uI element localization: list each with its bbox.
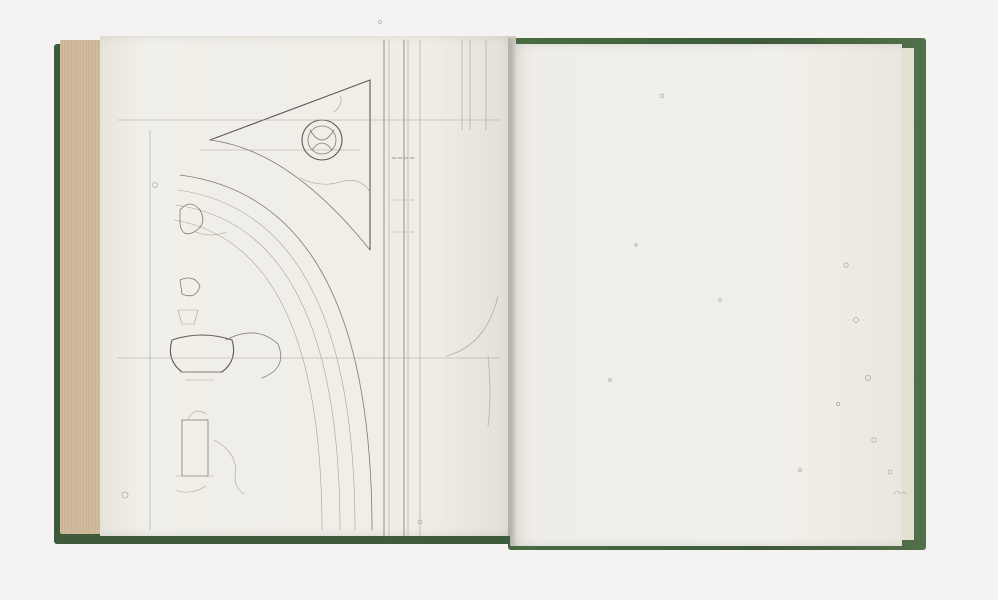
right-page: [510, 44, 902, 546]
left-page: [100, 36, 516, 536]
book-gutter: [508, 38, 516, 546]
